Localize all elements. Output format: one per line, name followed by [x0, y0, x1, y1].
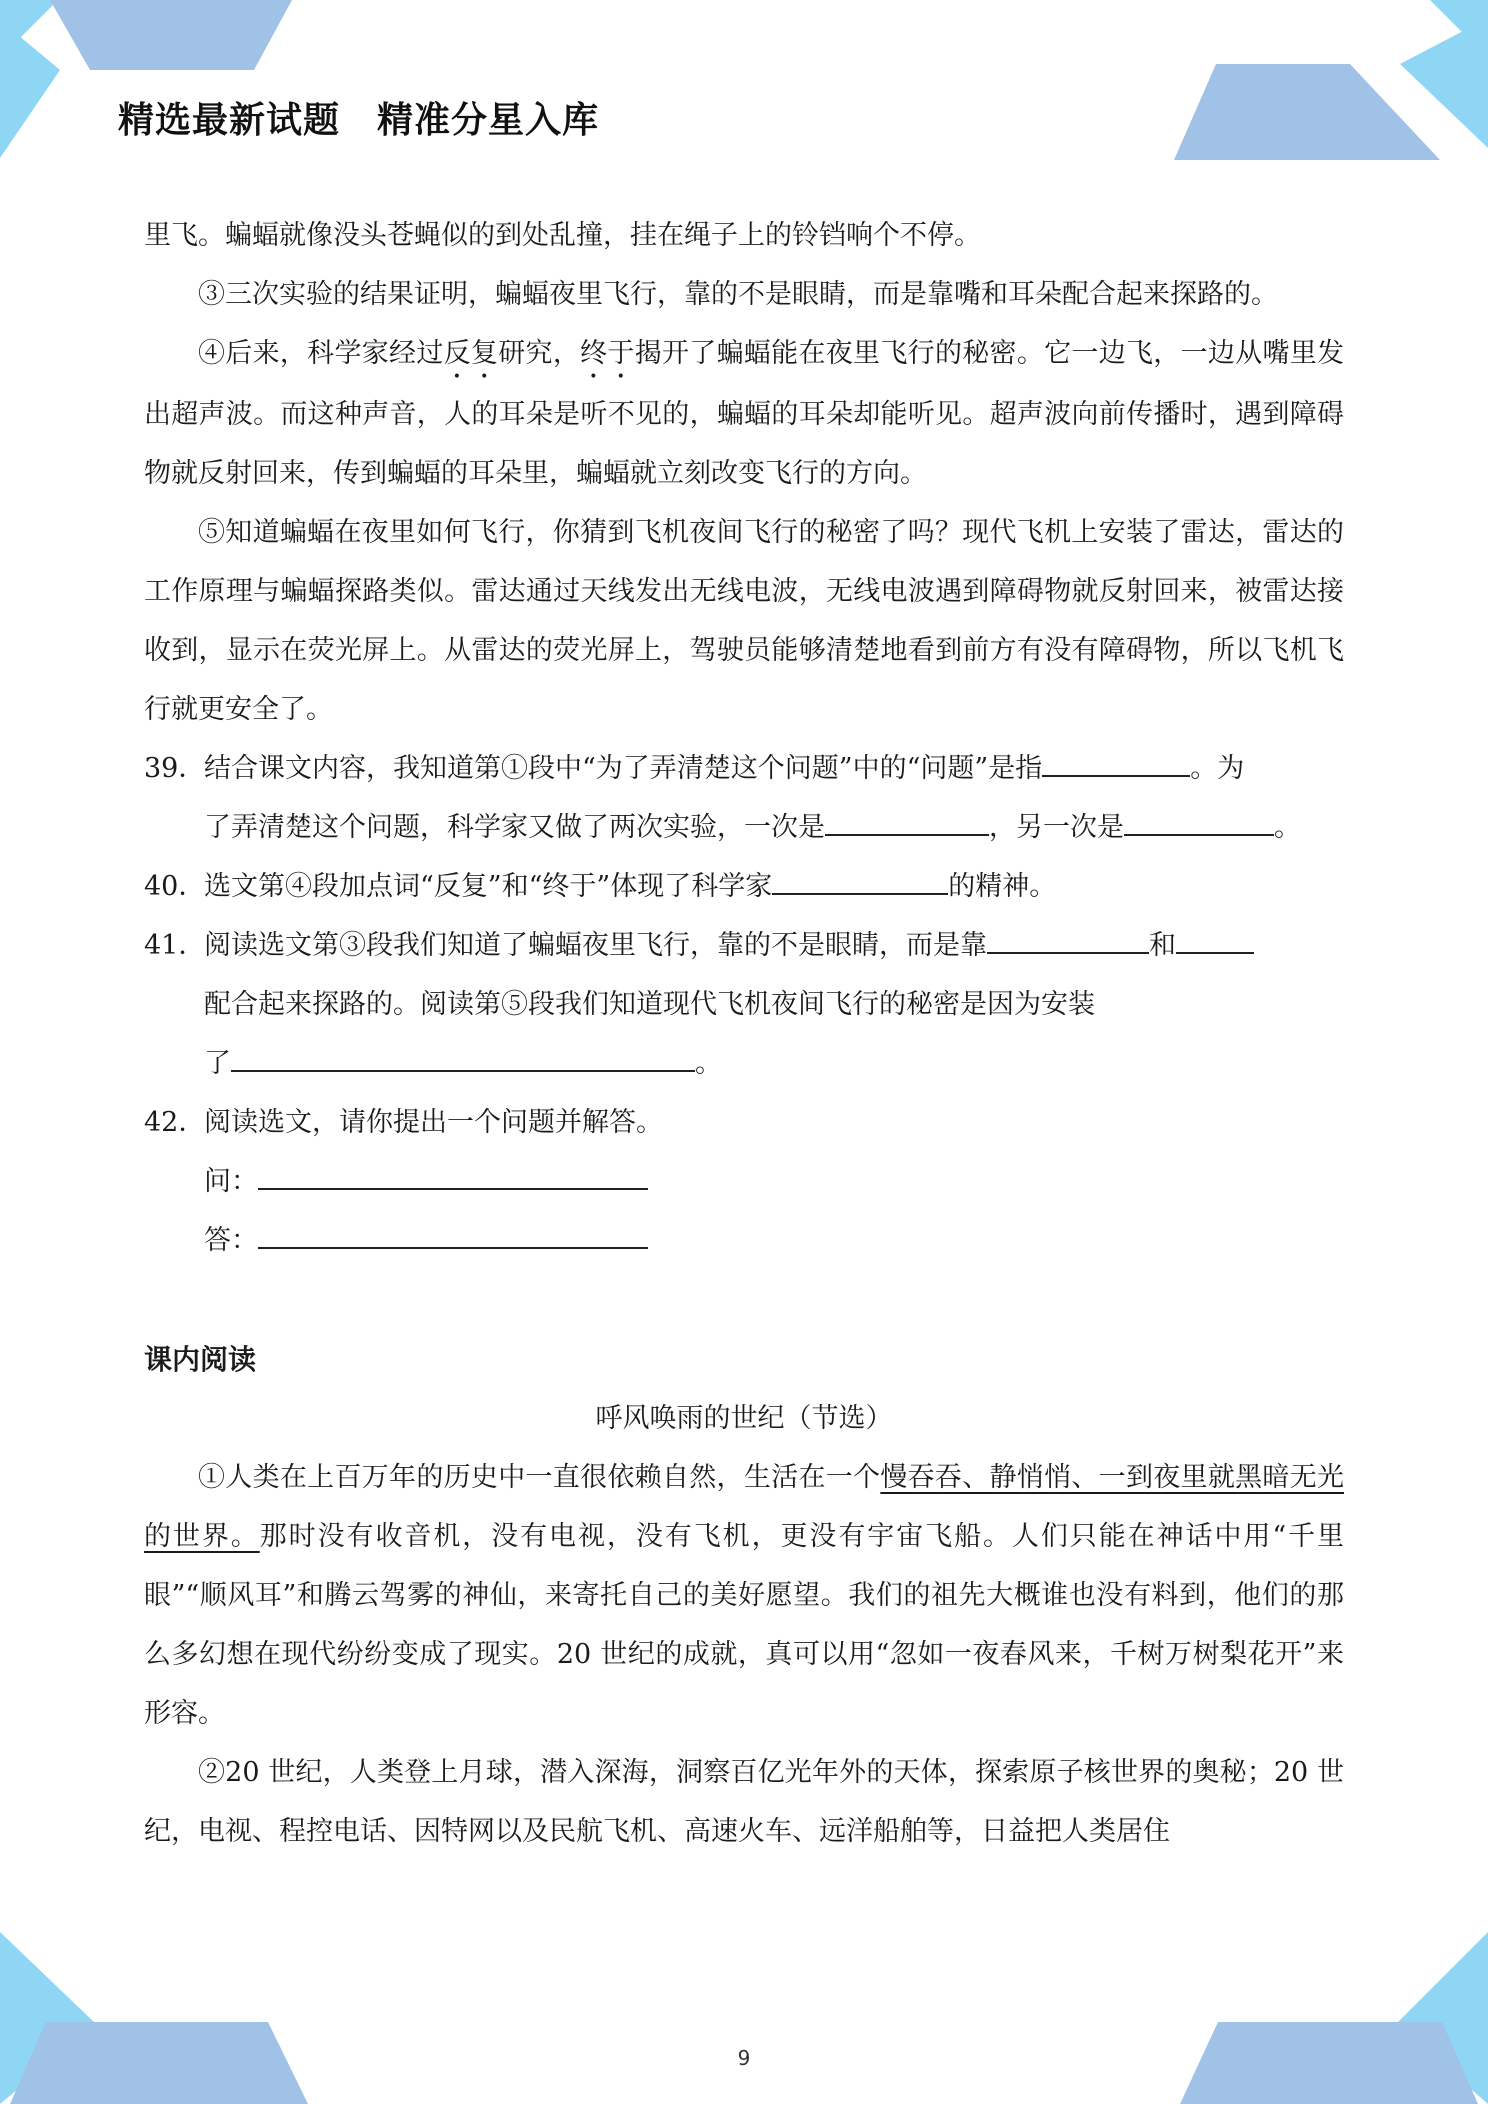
- bottom-right-decoration: [1180, 1932, 1488, 2104]
- question-39: [144, 739, 1344, 857]
- answer-blank-q41-2[interactable]: [1176, 926, 1254, 954]
- question-number: 41．: [144, 930, 206, 961]
- passage-paragraph-4: [144, 324, 1344, 503]
- section-title: 课内阅读: [144, 1343, 257, 1376]
- q42-text: 阅读选文，请你提出一个问题并解答。: [204, 1107, 663, 1138]
- passage-paragraph-5: ⑤知道蝙蝠在夜里如何飞行，你猜到飞机夜间飞行的秘密了吗？现代飞机上安装了雷达，雷达的工作原理与蝙蝠探路类似。雷达通过天线发出无线电波，无线电波遇到障碍物就反射回来，被雷达接收到，显示在荧光屏上。从雷达的荧光屏上，驾驶员能够清楚地看到前方有没有障碍物，所以飞机飞行就更安全了。: [144, 517, 1344, 725]
- question-40: [144, 857, 1344, 916]
- q42-answer-label: 答：: [204, 1225, 258, 1256]
- article-paragraph-2: ②20 世纪，人类登上月球，潜入深海，洞察百亿光年外的天体，探索原子核世界的奥秘；20 世纪，电视、程控电话、因特网以及民航飞机、高速火车、远洋船舶等，日益把人类居住: [144, 1757, 1344, 1847]
- answer-blank-q41-1[interactable]: [987, 926, 1149, 954]
- answer-blank-q39-3[interactable]: [1124, 808, 1274, 836]
- passage-paragraph-continuation: 里飞。蝙蝠就像没头苍蝇似的到处乱撞，挂在绳子上的铃铛响个不停。: [144, 220, 981, 251]
- q41-text-end: 。: [695, 1048, 722, 1079]
- answer-blank-q42-question[interactable]: [258, 1162, 648, 1190]
- q41-text-4: 了: [204, 1048, 231, 1079]
- page-number: 9: [737, 2046, 751, 2070]
- q39-text-end: 。: [1274, 812, 1301, 843]
- article-p1-text-b: 那时没有收音机，没有电视，没有飞机，更没有宇宙飞船。人们只能在神话中用“千里眼”“顺风耳”和腾云驾雾的神仙，来寄托自己的美好愿望。我们的祖先大概谁也没有料到，他们的那么多幻想在现代纷纷变成了现实。20 世纪的成就，真可以用“忽如一夜春风来，千树万树梨花开”来形容。: [144, 1521, 1344, 1729]
- p4-text-a: ④后来，科学家经过: [198, 338, 444, 369]
- q39-text-1-end: 。为: [1190, 753, 1245, 784]
- question-42: [144, 1093, 1344, 1270]
- dotted-word-fanfu: 反复: [443, 338, 499, 369]
- q39-text-3: ，另一次是: [989, 812, 1124, 843]
- answer-blank-q41-3[interactable]: [231, 1044, 695, 1072]
- q39-text-2: 了弄清楚这个问题，科学家又做了两次实验，一次是: [204, 812, 825, 843]
- q41-text-2: 和: [1149, 930, 1176, 961]
- q42-ask-label: 问：: [204, 1166, 258, 1197]
- answer-blank-q40[interactable]: [772, 867, 948, 895]
- underlined-sentence: 慢吞吞、静悄悄、一到夜里就黑暗无光的世界。: [144, 1462, 1345, 1552]
- article-title: 呼风唤雨的世纪（节选）: [595, 1403, 893, 1434]
- q41-text-3: 配合起来探路的。阅读第⑤段我们知道现代飞机夜间飞行的秘密是因为安装: [204, 989, 1095, 1020]
- q40-text-1: 选文第④段加点词“反复”和“终于”体现了科学家: [204, 871, 773, 902]
- page-content: [144, 206, 1344, 1861]
- article-paragraph-1: [144, 1448, 1344, 1743]
- answer-blank-q42-answer[interactable]: [258, 1221, 648, 1249]
- question-number: 42．: [144, 1107, 206, 1138]
- article-p1-text-a: ①人类在上百万年的历史中一直很依赖自然，生活在一个: [198, 1462, 881, 1493]
- q40-text-2: 的精神。: [948, 871, 1057, 902]
- answer-blank-q39-2[interactable]: [825, 808, 989, 836]
- page-header-title: 精选最新试题 精准分星入库: [118, 100, 600, 141]
- answer-blank-q39-1[interactable]: [1042, 749, 1190, 777]
- question-number: 39．: [144, 753, 206, 784]
- q39-text-1: 结合课文内容，我知道第①段中“为了弄清楚这个问题”中的“问题”是指: [204, 753, 1043, 784]
- bottom-left-decoration: [0, 1932, 308, 2104]
- p4-text-c: 揭开了蝙蝠能在夜里飞行的秘密。它一边飞，一边从嘴里发出超声波。而这种声音，人的耳朵是听不见的，蝙蝠的耳朵却能听见。超声波向前传播时，遇到障碍物就反射回来，传到蝙蝠的耳朵里，蝙蝠就立刻改变飞行的方向。: [144, 338, 1345, 489]
- passage-paragraph-3: ③三次实验的结果证明，蝙蝠夜里飞行，靠的不是眼睛，而是靠嘴和耳朵配合起来探路的。: [198, 279, 1278, 310]
- p4-text-b: 研究，: [498, 338, 581, 369]
- dotted-word-zhongyu: 终于: [580, 338, 635, 369]
- question-number: 40．: [144, 871, 206, 902]
- q41-text-1: 阅读选文第③段我们知道了蝙蝠夜里飞行，靠的不是眼睛，而是靠: [204, 930, 987, 961]
- top-right-decoration: [1174, 0, 1488, 160]
- question-41: [144, 916, 1344, 1093]
